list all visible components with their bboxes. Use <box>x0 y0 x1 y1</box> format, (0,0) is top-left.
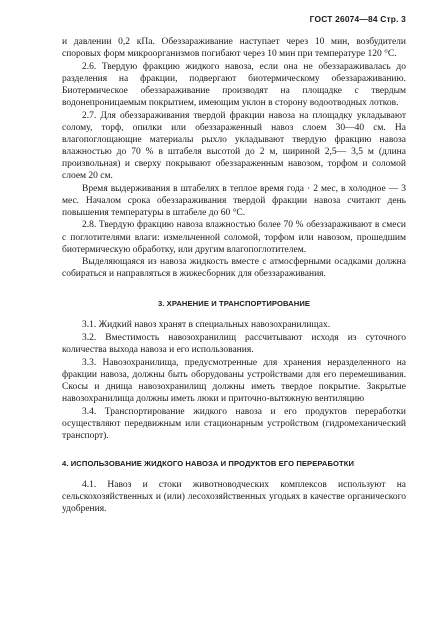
page-header: ГОСТ 26074—84 Стр. 3 <box>309 14 406 24</box>
paragraph-continuation: и давлении 0,2 кПа. Обеззараживание наступает через 10 мин, возбудители споровых форм микроорганизмов погибают через 10 мин при температуре 120 °С. <box>62 37 406 60</box>
section-4-heading: 4. ИСПОЛЬЗОВАНИЕ ЖИДКОГО НАВОЗА И ПРОДУКТОВ ЕГО ПЕРЕРАБОТКИ <box>62 458 355 468</box>
paragraph-3-3: 3.3. Навозохранилища, предусмотренные для хранения неразделенного на фракции навоза, должны быть оборудованы устройствами для его перемешивания. Скосы и днища навозохранилищ должны иметь твердое покрытие. Закрытые навозохранилища должны иметь люки и приточно-вытяжную вентиляцию <box>62 357 406 405</box>
paragraph-3-2: 3.2. Вместимость навозохранилищ рассчитывают исходя из суточного количества выхода навоза и его использования. <box>62 333 406 356</box>
paragraph-4-1: 4.1. Навоз и стоки животноводческих комплексов используют на сельскохозяйственных и (или) лесохозяйственных угодьях в качестве органического удобрения. <box>62 480 406 515</box>
paragraph-3-1: 3.1. Жидкий навоз хранят в специальных навозохранилищах. <box>82 320 331 331</box>
document-body <box>62 36 406 515</box>
paragraph-liquid-collection: Выделяющаяся из навоза жидкость вместе с атмосферными осадками должна собираться и направляться в жижесборник для обеззараживания. <box>62 257 406 280</box>
paragraph-3-4: 3.4. Транспортирование жидкого навоза и его продуктов переработки осуществляют передвижным или стационарным устройством (гидромеханический транспорт). <box>62 406 406 441</box>
paragraph-2-6: 2.6. Твердую фракцию жидкого навоза, если она не обеззараживалась до разделения на фракции, подвергают биотермическому обеззараживанию. Биотермическое обеззараживание производят на площадке с твердым водонепроницаемым покрытием, имеющим уклон в сторону водоотводных лотков. <box>62 61 406 108</box>
paragraph-2-7: 2.7. Для обеззараживания твердой фракции навоза на площадку укладывают солому, торф, опилки или обеззараженный навоз слоем 30—40 см. На влагопоглощающие материалы рыхло укладывают твердую фракцию навоза влажностью до 70 % в штабеля высотой до 2 м, шириной 2,5— 3,5 м (длина произвольная) и сверху покрывают обеззараженным навозом, торфом и соломой слоем 20 см. <box>62 110 406 182</box>
section-3-heading: 3. ХРАНЕНИЕ И ТРАНСПОРТИРОВАНИЕ <box>157 299 311 309</box>
paragraph-holding-time: Время выдерживания в штабелях в теплое время года · 2 мес, в холодное — 3 мес. Началом срока обеззараживания твердой фракции навоза считают день повышения температуры в штабеле до 60 °С. <box>62 183 406 218</box>
paragraph-2-8: 2.8. Твердую фракцию навоза влажностью более 70 % обеззараживают в смеси с поглотителями влаги: измельченной соломой, торфом или навозом, прошедшим биотермическую обработку, или другим влагопоглотителем. <box>62 220 406 255</box>
